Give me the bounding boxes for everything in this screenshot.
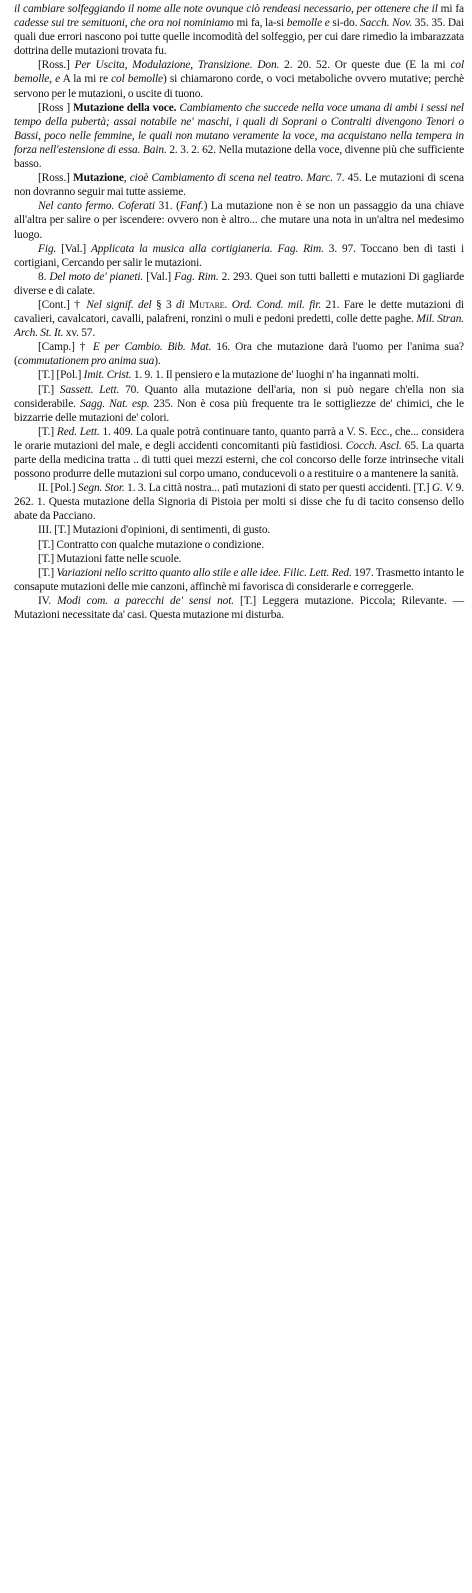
body-text: 9. 262. 1. Questa mutazione della Signoria di Pistoia per molti si disse che fu di tacito consenso dello abate da Pacciano. — [14, 482, 464, 523]
entry-paragraph — [14, 58, 464, 100]
body-text: . — [224, 298, 232, 311]
italic-text: bemolle e — [286, 17, 330, 30]
italic-text: Cambiamento che succede nella voce umana di ambi i sessi nel tempo della pubertà; assai notabile ne' maschi, i quali di Soprani o Contralti divengono Tenori o Bassi, poco nelle femmine, le quali non mutano veramente la voce, ma acquistano nella tempera in forza nell'estensione di essa. Bain. — [14, 101, 464, 156]
body-text: , — [123, 172, 130, 185]
italic-text: Mil. Stran. Arch. St. It. — [14, 313, 465, 340]
body-text: 35. 35. Dai quali due errori nascono poi tutte quelle incomodità del solfeggio, per cui dare rimedio la imbarazzata dottrina delle mutazioni trovata fu. — [14, 17, 465, 58]
entry-paragraph — [14, 425, 464, 481]
body-text: 21. Fare le dette mutazioni di cavalieri, cavalcatori, cavalli, palafreni, ronzini o muli e pedoni predetti, colle dette paghe. — [14, 298, 464, 326]
body-text: [Val.] — [56, 242, 91, 255]
italic-text: Ord. Cond. mil. fir. — [231, 298, 322, 311]
entry-paragraph — [14, 298, 464, 340]
entry-paragraph — [14, 538, 464, 552]
italic-text: Cocch. Ascl. — [345, 439, 402, 452]
body-text: II. [Pol.] — [38, 482, 78, 495]
body-text: si-do. — [329, 17, 361, 30]
italic-text: G. V. — [431, 482, 454, 495]
body-text: § 3 — [151, 298, 177, 311]
italic-text: Modi com. a parecchi de' sensi not. — [57, 594, 235, 607]
entry-paragraph — [14, 340, 464, 368]
entry-paragraph — [14, 270, 464, 298]
italic-text: il cambiare solfeggiando il nome alle note ovunque ciò rendeasi necessario, per ottenere che il — [14, 3, 438, 15]
italic-text: Nel canto fermo. Coferati — [38, 200, 155, 213]
italic-text: Sassett. Lett. — [59, 383, 120, 396]
body-text: ) si chiamarono corde, o voci metaboliche ovvero mutative; perchè servono per le mutazioni, o uscite di tuono. — [14, 73, 464, 100]
entry-paragraph — [14, 2, 464, 58]
body-text: 3. 97. Toccano ben di tasti i cortigiani, Cercando per salir le mutazioni. — [14, 242, 464, 269]
italic-text: Fanf. — [179, 200, 204, 213]
body-text: [T.] — [38, 425, 57, 438]
italic-text: Sagg. Nat. esp. — [79, 397, 150, 410]
body-text: III. [T.] Mutazioni d'opinioni, di sentimenti, di gusto. — [38, 524, 271, 537]
italic-text: cadesse sui tre semituoni, che ora noi nominiamo — [14, 17, 234, 30]
body-text: [T.] Leggera mutazione. Piccola; Rilevante. — Mutazioni necessitate da' casi. Questa mutazione mi disturba. — [14, 594, 465, 622]
body-text: xv. 57. — [63, 327, 96, 340]
entry-headword: Mutazione — [72, 172, 124, 185]
body-text: [T.] [Pol.] — [38, 369, 84, 382]
entry-headword: Mutazione della voce. — [73, 101, 177, 114]
body-text: A la mi re — [60, 73, 112, 86]
body-text: [T.] Mutazioni fatte nelle scuole. — [38, 552, 182, 565]
italic-text: Sacch. Nov. — [360, 17, 412, 30]
italic-text: col bemolle, e — [14, 59, 464, 86]
body-text: IV. — [38, 594, 58, 607]
body-text: 65. La quarta parte della medicina tratta .. di tutti quei mezzi esterni, che col concorso delle forze intrinseche vitali possono produrre delle mutazioni sul corpo umano, conducevoli o a restituire o a mantenere la sanità. — [14, 439, 464, 481]
italic-text: commutationem pro anima sua — [17, 355, 155, 368]
body-text: [Ross ] — [38, 101, 74, 114]
body-text: [T.] — [38, 566, 57, 579]
entry-paragraph — [14, 171, 464, 199]
italic-text: Applicata la musica alla cortigianeria. Fag. Rim. — [90, 242, 324, 255]
entry-paragraph — [14, 552, 464, 566]
entry-paragraph — [14, 101, 464, 171]
italic-text: cioè Cambiamento di scena nel teatro. Marc. — [129, 172, 333, 185]
italic-text: di — [176, 298, 185, 311]
body-text: [T.] — [38, 383, 60, 396]
body-text: [T.] Contratto con qualche mutazione o condizione. — [38, 538, 265, 551]
entry-paragraph — [14, 242, 464, 270]
entry-paragraph — [14, 566, 464, 594]
italic-text: Segn. Stor. — [77, 482, 125, 495]
body-text: 2. 3. 2. 62. Nella mutazione della voce, divenne più che sufficiente basso. — [14, 143, 464, 171]
body-text: mi fa, la-si — [233, 17, 287, 30]
entry-paragraph — [14, 481, 464, 523]
entry-paragraph — [14, 523, 464, 537]
body-text: mi fa — [437, 3, 464, 15]
body-text: 7. 45. Le mutazioni di scena non dovranno seguir mai tutte assieme. — [14, 172, 464, 199]
body-text: Mutare — [184, 298, 225, 311]
body-text: ) La mutazione non è se non un passaggio da una chiave all'altra per salire o per iscendere: ovvero non è altro... che mutare una nota in un'altra nel medesimo luogo. — [14, 200, 464, 241]
entry-paragraph — [14, 383, 464, 425]
body-text: 197. Trasmetto intanto le consapute mutazioni delle mie canzoni, affinchè mi favorisca di considerarle e correggerle. — [14, 566, 464, 593]
body-text: [Cont.] † — [38, 298, 87, 311]
italic-text: Fig. — [38, 242, 57, 255]
entry-paragraph — [14, 199, 464, 241]
body-text: 70. Quanto alla mutazione dell'aria, non si può negare ch'ella non sia considerabile. — [14, 383, 464, 410]
entry-paragraph — [14, 594, 464, 622]
italic-text: col bemolle — [111, 73, 163, 86]
italic-text: Variazioni nello scritto quanto allo stile e alle idee. Filic. Lett. Red. — [56, 566, 352, 579]
entry-paragraph — [14, 368, 464, 382]
italic-text: Per Uscita, Modulazione, Transizione. Don. — [74, 59, 280, 72]
body-text: 1. 409. La quale potrà continuare tanto, quanto parrà a V. S. Ecc., che... considera le orarie mutazioni del male, e degli accidenti concomitanti più fastidiosi. — [14, 425, 465, 452]
body-text: 235. Non è cosa più frequente tra le sottigliezze de' chimici, che le bizzarrie delle mutazioni de' colori. — [14, 397, 464, 424]
body-text: 1. 3. La città nostra... patì mutazioni di stato per questi accidenti. [T.] — [124, 482, 432, 495]
italic-text: Fag. Rim. — [174, 270, 219, 283]
body-text: 2. 20. 52. Or queste due (E la mi — [279, 59, 451, 72]
body-text: 2. 293. Quei son tutti balletti e mutazioni Di gagliarde diverse e di calate. — [14, 270, 465, 297]
body-text: [Val.] — [143, 270, 175, 283]
body-text: [Ross.] — [38, 172, 73, 185]
italic-text: Imit. Crist. — [83, 369, 132, 382]
italic-text: Del moto de' pianeti. — [49, 270, 144, 283]
body-text: 8. — [38, 270, 50, 283]
italic-text: Nel signif. del — [86, 298, 152, 311]
italic-text: E per Cambio. Bib. Mat. — [92, 341, 212, 354]
body-text: 1. 9. 1. Il pensiero e la mutazione de' luoghi n' ha ingannati molti. — [131, 369, 419, 382]
italic-text: Red. Lett. — [56, 425, 100, 438]
body-text: [Ross.] — [38, 59, 75, 72]
body-text: 16. Ora che mutazione darà l'uomo per l'anima sua? ( — [14, 341, 464, 368]
body-text: [Camp.] † — [38, 341, 93, 354]
body-text: 31. ( — [154, 200, 180, 213]
body-text: ). — [154, 355, 161, 368]
